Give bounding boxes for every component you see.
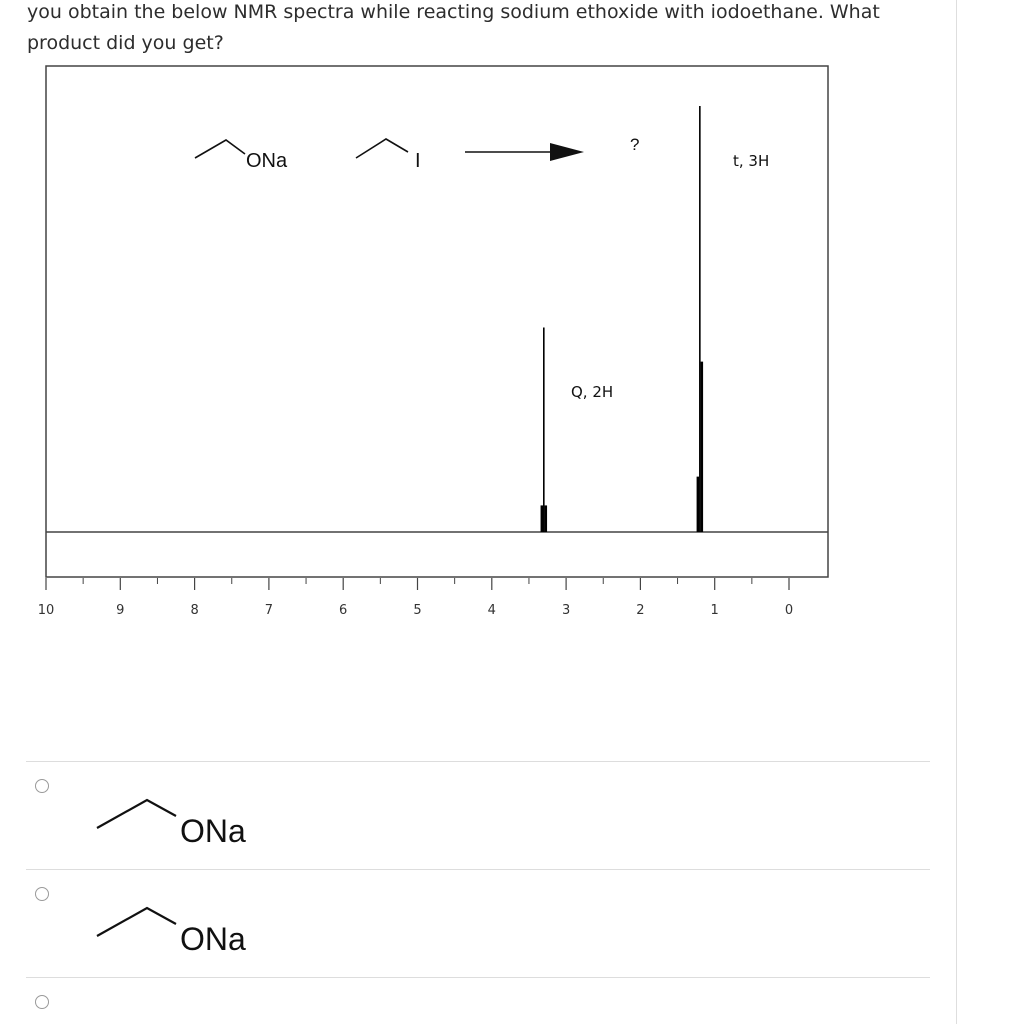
reaction-arrow-head xyxy=(550,143,584,161)
radio-option-3[interactable] xyxy=(35,995,49,1009)
axis-tick-label: 4 xyxy=(487,603,496,618)
axis-tick-label: 6 xyxy=(339,603,348,618)
option-2-structure xyxy=(26,871,326,971)
axis-tick-label: 1 xyxy=(710,603,719,618)
option-divider xyxy=(26,869,930,870)
quartet-label: Q, 2H xyxy=(571,383,614,401)
axis-tick-label: 7 xyxy=(264,603,274,618)
axis-tick-label: 9 xyxy=(116,603,125,618)
answer-option-2[interactable] xyxy=(26,871,930,977)
x-axis xyxy=(38,578,793,618)
option-divider xyxy=(26,761,930,762)
reactant2-label: I xyxy=(415,150,421,172)
axis-tick-label: 3 xyxy=(561,603,571,618)
option-1-label: ONa xyxy=(180,813,246,849)
axis-tick-label: 0 xyxy=(784,603,794,618)
option-2-label: ONa xyxy=(180,921,246,957)
axis-tick-label: 8 xyxy=(190,603,199,618)
spectrum-frame xyxy=(46,66,828,577)
answer-option-1[interactable] xyxy=(26,763,930,869)
reactant2-skeleton xyxy=(356,139,408,158)
peak-group xyxy=(542,106,702,532)
answer-option-3[interactable] xyxy=(26,979,930,1024)
axis-tick-label: 10 xyxy=(37,603,55,618)
triplet-label: t, 3H xyxy=(733,152,770,170)
question-text: you obtain the below NMR spectra while reacting sodium ethoxide with iodoethane. What product did you get? xyxy=(27,1,880,54)
option-divider xyxy=(26,977,930,978)
axis-tick-label: 2 xyxy=(636,603,645,618)
axis-tick-label: 5 xyxy=(413,603,422,618)
reactant1-skeleton xyxy=(195,140,245,158)
option-1-structure xyxy=(26,763,326,863)
product-label: ? xyxy=(630,135,640,154)
reactant1-label: ONa xyxy=(246,150,288,172)
